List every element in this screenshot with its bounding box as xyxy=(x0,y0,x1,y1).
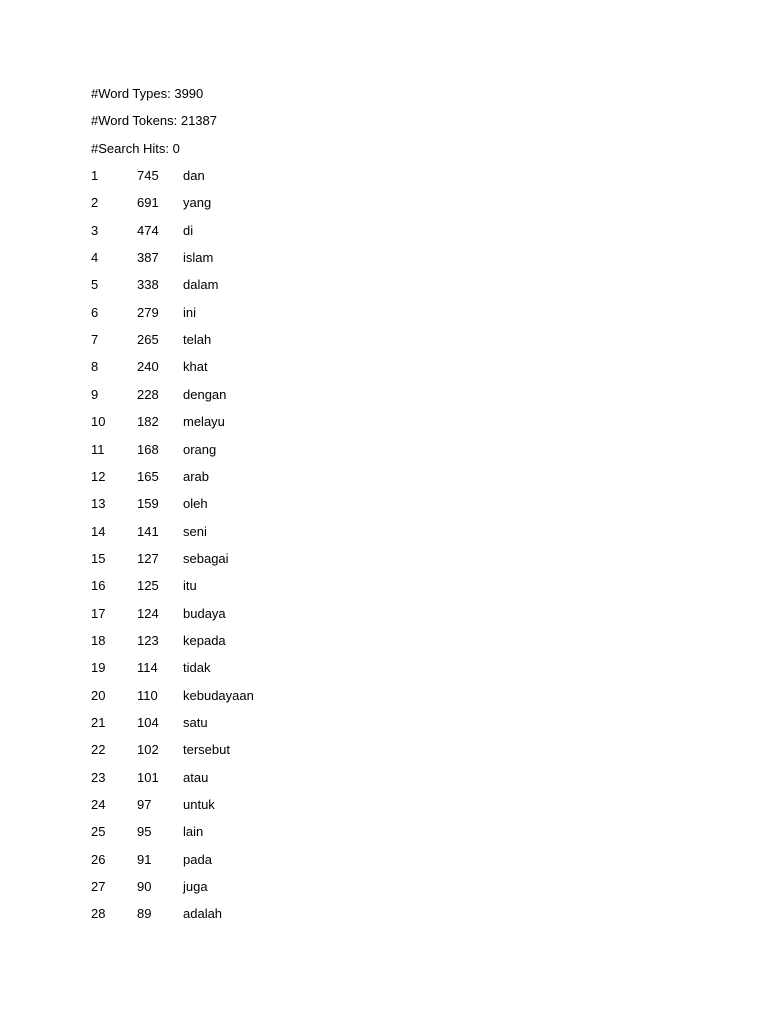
rank-cell: 14 xyxy=(91,524,106,539)
rank-cell: 27 xyxy=(91,879,106,894)
rank-cell: 5 xyxy=(91,277,99,292)
rank-cell: 6 xyxy=(91,305,99,320)
frequency-cell: 265 xyxy=(137,332,159,347)
rank-cell: 12 xyxy=(91,469,106,484)
rank-cell: 9 xyxy=(91,387,99,402)
word-cell: ini xyxy=(183,305,197,320)
list-item xyxy=(91,631,391,651)
word-tokens-stat: #Word Tokens: 21387 xyxy=(91,113,217,128)
word-cell: dan xyxy=(183,168,205,183)
word-cell: seni xyxy=(183,524,207,539)
rank-cell: 11 xyxy=(91,442,105,457)
frequency-cell: 240 xyxy=(137,359,159,374)
rank-cell: 17 xyxy=(91,606,106,621)
word-cell: itu xyxy=(183,578,197,593)
word-cell: tersebut xyxy=(183,742,230,757)
list-item xyxy=(91,330,391,350)
list-item xyxy=(91,850,391,870)
list-item xyxy=(91,877,391,897)
rank-cell: 23 xyxy=(91,770,106,785)
rank-cell: 16 xyxy=(91,578,106,593)
list-item xyxy=(91,440,391,460)
list-item xyxy=(91,166,391,186)
rank-cell: 15 xyxy=(91,551,106,566)
list-item xyxy=(91,193,391,213)
rank-cell: 10 xyxy=(91,414,106,429)
frequency-cell: 101 xyxy=(137,770,159,785)
frequency-cell: 125 xyxy=(137,578,159,593)
list-item xyxy=(91,658,391,678)
rank-cell: 18 xyxy=(91,633,106,648)
rank-cell: 19 xyxy=(91,660,106,675)
frequency-cell: 91 xyxy=(137,852,152,867)
frequency-cell: 745 xyxy=(137,168,159,183)
list-item xyxy=(91,221,391,241)
word-cell: oleh xyxy=(183,496,208,511)
frequency-cell: 110 xyxy=(137,688,158,703)
frequency-cell: 124 xyxy=(137,606,159,621)
rank-cell: 26 xyxy=(91,852,106,867)
word-cell: kepada xyxy=(183,633,226,648)
frequency-cell: 279 xyxy=(137,305,159,320)
word-cell: arab xyxy=(183,469,210,484)
list-item xyxy=(91,248,391,268)
rank-cell: 28 xyxy=(91,906,106,921)
frequency-cell: 90 xyxy=(137,879,152,894)
list-item xyxy=(91,822,391,842)
list-item xyxy=(91,275,391,295)
word-cell: satu xyxy=(183,715,208,730)
list-item xyxy=(91,904,391,924)
frequency-cell: 228 xyxy=(137,387,159,402)
frequency-cell: 127 xyxy=(137,551,159,566)
word-cell: islam xyxy=(183,250,214,265)
word-cell: orang xyxy=(183,442,217,457)
word-cell: dalam xyxy=(183,277,219,292)
word-cell: budaya xyxy=(183,606,226,621)
frequency-cell: 95 xyxy=(137,824,152,839)
frequency-cell: 89 xyxy=(137,906,152,921)
list-item xyxy=(91,740,391,760)
rank-cell: 20 xyxy=(91,688,106,703)
word-cell: juga xyxy=(183,879,208,894)
frequency-cell: 141 xyxy=(137,524,159,539)
rank-cell: 3 xyxy=(91,223,99,238)
rank-cell: 21 xyxy=(91,715,106,730)
rank-cell: 8 xyxy=(91,359,99,374)
list-item xyxy=(91,412,391,432)
rank-cell: 1 xyxy=(91,168,99,183)
list-item xyxy=(91,494,391,514)
frequency-cell: 102 xyxy=(137,742,159,757)
word-cell: sebagai xyxy=(183,551,229,566)
list-item xyxy=(91,549,391,569)
rank-cell: 13 xyxy=(91,496,106,511)
word-cell: yang xyxy=(183,195,212,210)
frequency-cell: 691 xyxy=(137,195,159,210)
list-item xyxy=(91,576,391,596)
list-item xyxy=(91,686,391,706)
list-item xyxy=(91,768,391,788)
list-item xyxy=(91,795,391,815)
frequency-cell: 168 xyxy=(137,442,159,457)
frequency-cell: 114 xyxy=(137,660,158,675)
word-cell: untuk xyxy=(183,797,215,812)
list-item xyxy=(91,303,391,323)
frequency-cell: 338 xyxy=(137,277,159,292)
rank-cell: 2 xyxy=(91,195,99,210)
frequency-cell: 474 xyxy=(137,223,159,238)
frequency-cell: 104 xyxy=(137,715,159,730)
word-cell: di xyxy=(183,223,194,238)
search-hits-stat: #Search Hits: 0 xyxy=(91,141,180,156)
frequency-cell: 182 xyxy=(137,414,159,429)
word-cell: atau xyxy=(183,770,209,785)
rank-cell: 25 xyxy=(91,824,106,839)
frequency-cell: 123 xyxy=(137,633,159,648)
word-types-stat: #Word Types: 3990 xyxy=(91,86,204,101)
word-cell: adalah xyxy=(183,906,223,921)
word-cell: kebudayaan xyxy=(183,688,254,703)
word-cell: lain xyxy=(183,824,204,839)
frequency-cell: 165 xyxy=(137,469,159,484)
frequency-cell: 387 xyxy=(137,250,159,265)
frequency-cell: 97 xyxy=(137,797,152,812)
list-item xyxy=(91,604,391,624)
list-item xyxy=(91,522,391,542)
word-cell: khat xyxy=(183,359,208,374)
rank-cell: 4 xyxy=(91,250,99,265)
list-item xyxy=(91,713,391,733)
list-item xyxy=(91,357,391,377)
word-cell: tidak xyxy=(183,660,211,675)
rank-cell: 22 xyxy=(91,742,106,757)
word-cell: dengan xyxy=(183,387,227,402)
word-cell: pada xyxy=(183,852,212,867)
frequency-cell: 159 xyxy=(137,496,159,511)
rank-cell: 24 xyxy=(91,797,106,812)
list-item xyxy=(91,385,391,405)
word-cell: telah xyxy=(183,332,212,347)
rank-cell: 7 xyxy=(91,332,99,347)
word-cell: melayu xyxy=(183,414,225,429)
list-item xyxy=(91,467,391,487)
